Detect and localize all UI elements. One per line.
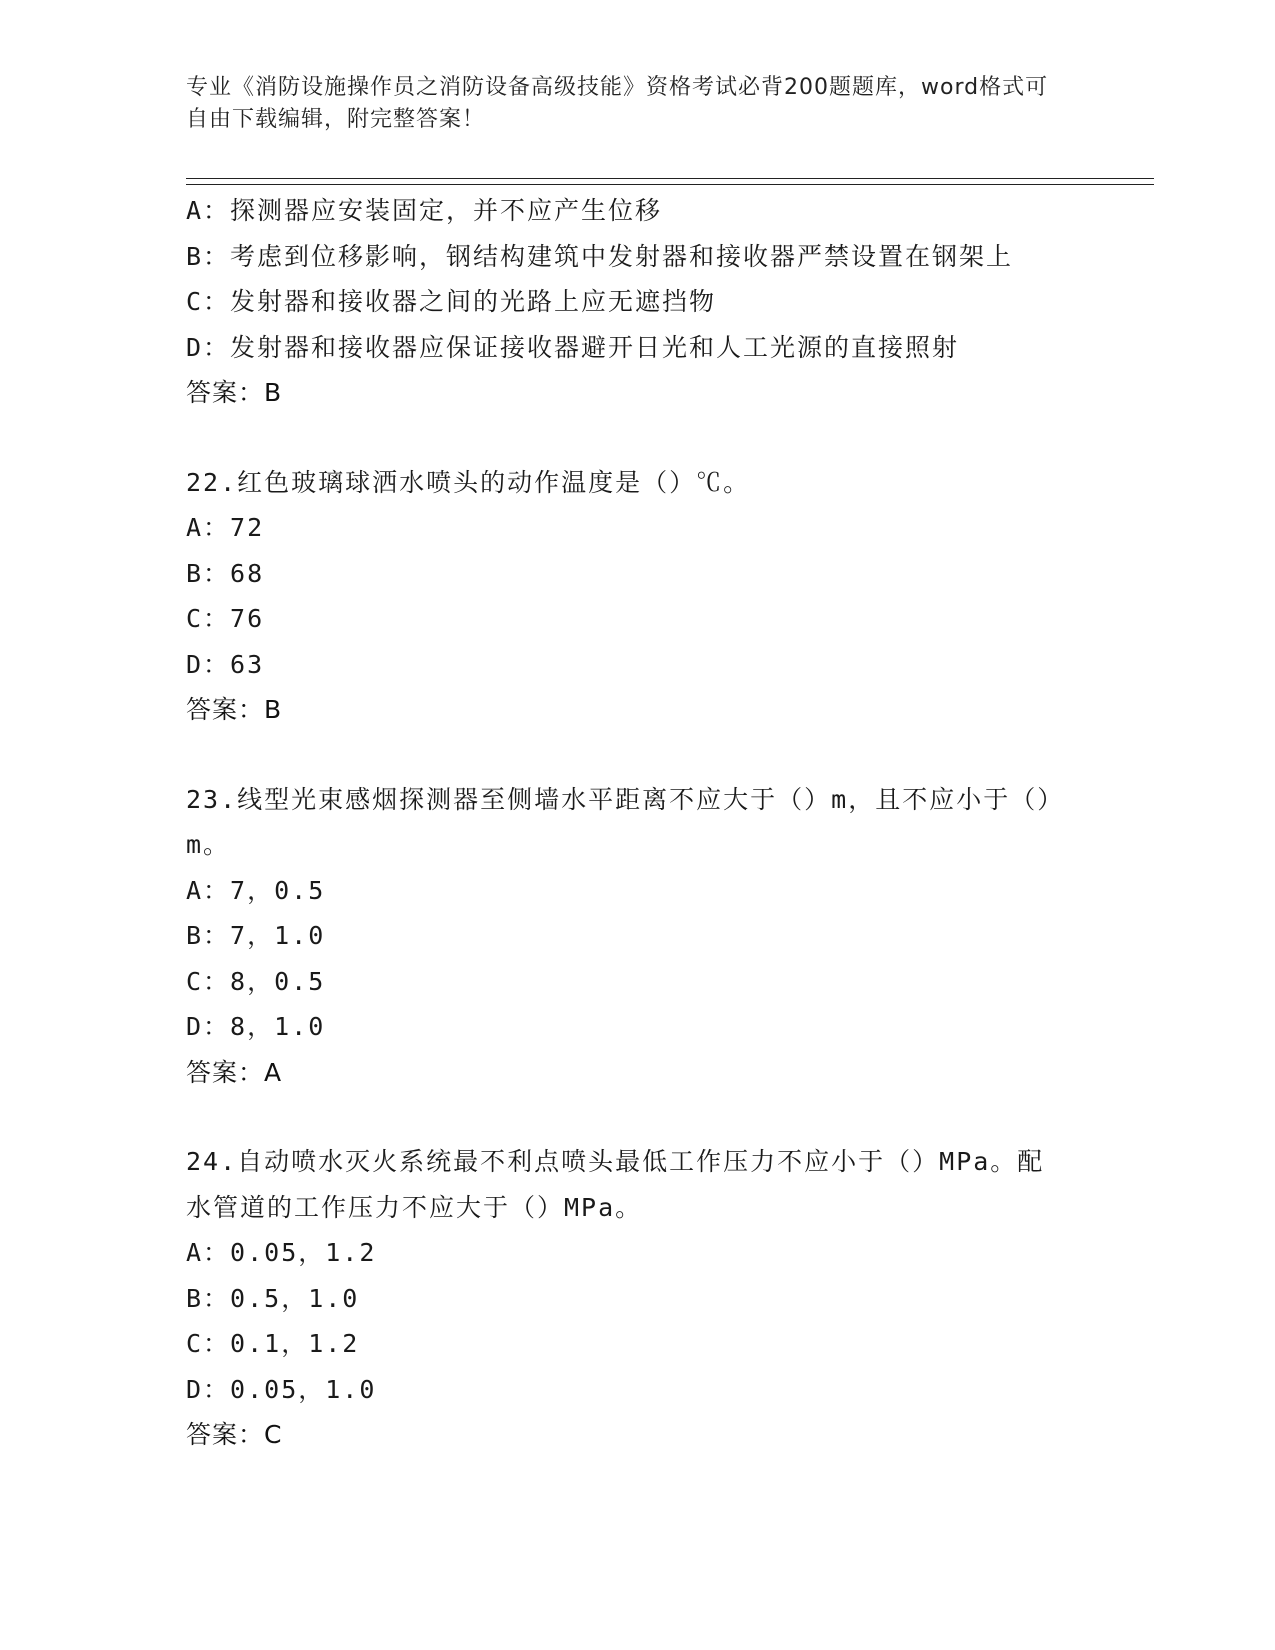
option-a: A：0.05，1.2 — [186, 1238, 377, 1267]
header-double-rule — [186, 178, 1154, 185]
question-stem: 24.自动喷水灭火系统最不利点喷头最低工作压力不应小于（）MPa。配水管道的工作压力不应大于（）MPa。 — [186, 1147, 1045, 1222]
answer-line: 答案：B — [186, 378, 283, 407]
option-b: B：68 — [186, 558, 265, 588]
answer-line: 答案：A — [186, 1057, 283, 1087]
option-d: D：0.05，1.0 — [186, 1374, 377, 1404]
option-c: C：76 — [186, 604, 265, 633]
spacer — [186, 1095, 1154, 1139]
question-22 — [186, 460, 1154, 733]
option-b: B：7，1.0 — [186, 921, 326, 950]
spacer — [186, 733, 1154, 777]
option-a: A：探测器应安装固定，并不应产生位移 — [186, 196, 663, 225]
option-a: A：7，0.5 — [186, 875, 326, 905]
page-header: 专业《消防设施操作员之消防设备高级技能》资格考试必背200题题库，word格式可自由下载编辑，附完整答案！ — [186, 75, 1049, 132]
question-21-continued — [186, 188, 1154, 416]
option-d: D：8，1.0 — [186, 1012, 326, 1041]
option-d: D：发射器和接收器应保证接收器避开日光和人工光源的直接照射 — [186, 332, 960, 362]
option-c: C：发射器和接收器之间的光路上应无遮挡物 — [186, 287, 717, 316]
question-content — [186, 188, 1154, 1458]
option-b: B：0.5，1.0 — [186, 1283, 360, 1313]
option-d: D：63 — [186, 649, 265, 679]
question-stem: 23.线型光束感烟探测器至侧墙水平距离不应大于（）m，且不应小于（）m。 — [186, 784, 1065, 859]
spacer — [186, 416, 1154, 460]
option-a: A：72 — [186, 513, 265, 542]
option-c: C：8，0.5 — [186, 966, 326, 996]
question-24 — [186, 1139, 1154, 1458]
question-stem: 22.红色玻璃球洒水喷头的动作温度是（）℃。 — [186, 467, 751, 497]
question-23 — [186, 777, 1154, 1096]
answer-line: 答案：C — [186, 1420, 283, 1449]
option-b: B：考虑到位移影响，钢结构建筑中发射器和接收器严禁设置在钢架上 — [186, 241, 1014, 271]
option-c: C：0.1，1.2 — [186, 1329, 360, 1358]
answer-line: 答案：B — [186, 695, 283, 724]
